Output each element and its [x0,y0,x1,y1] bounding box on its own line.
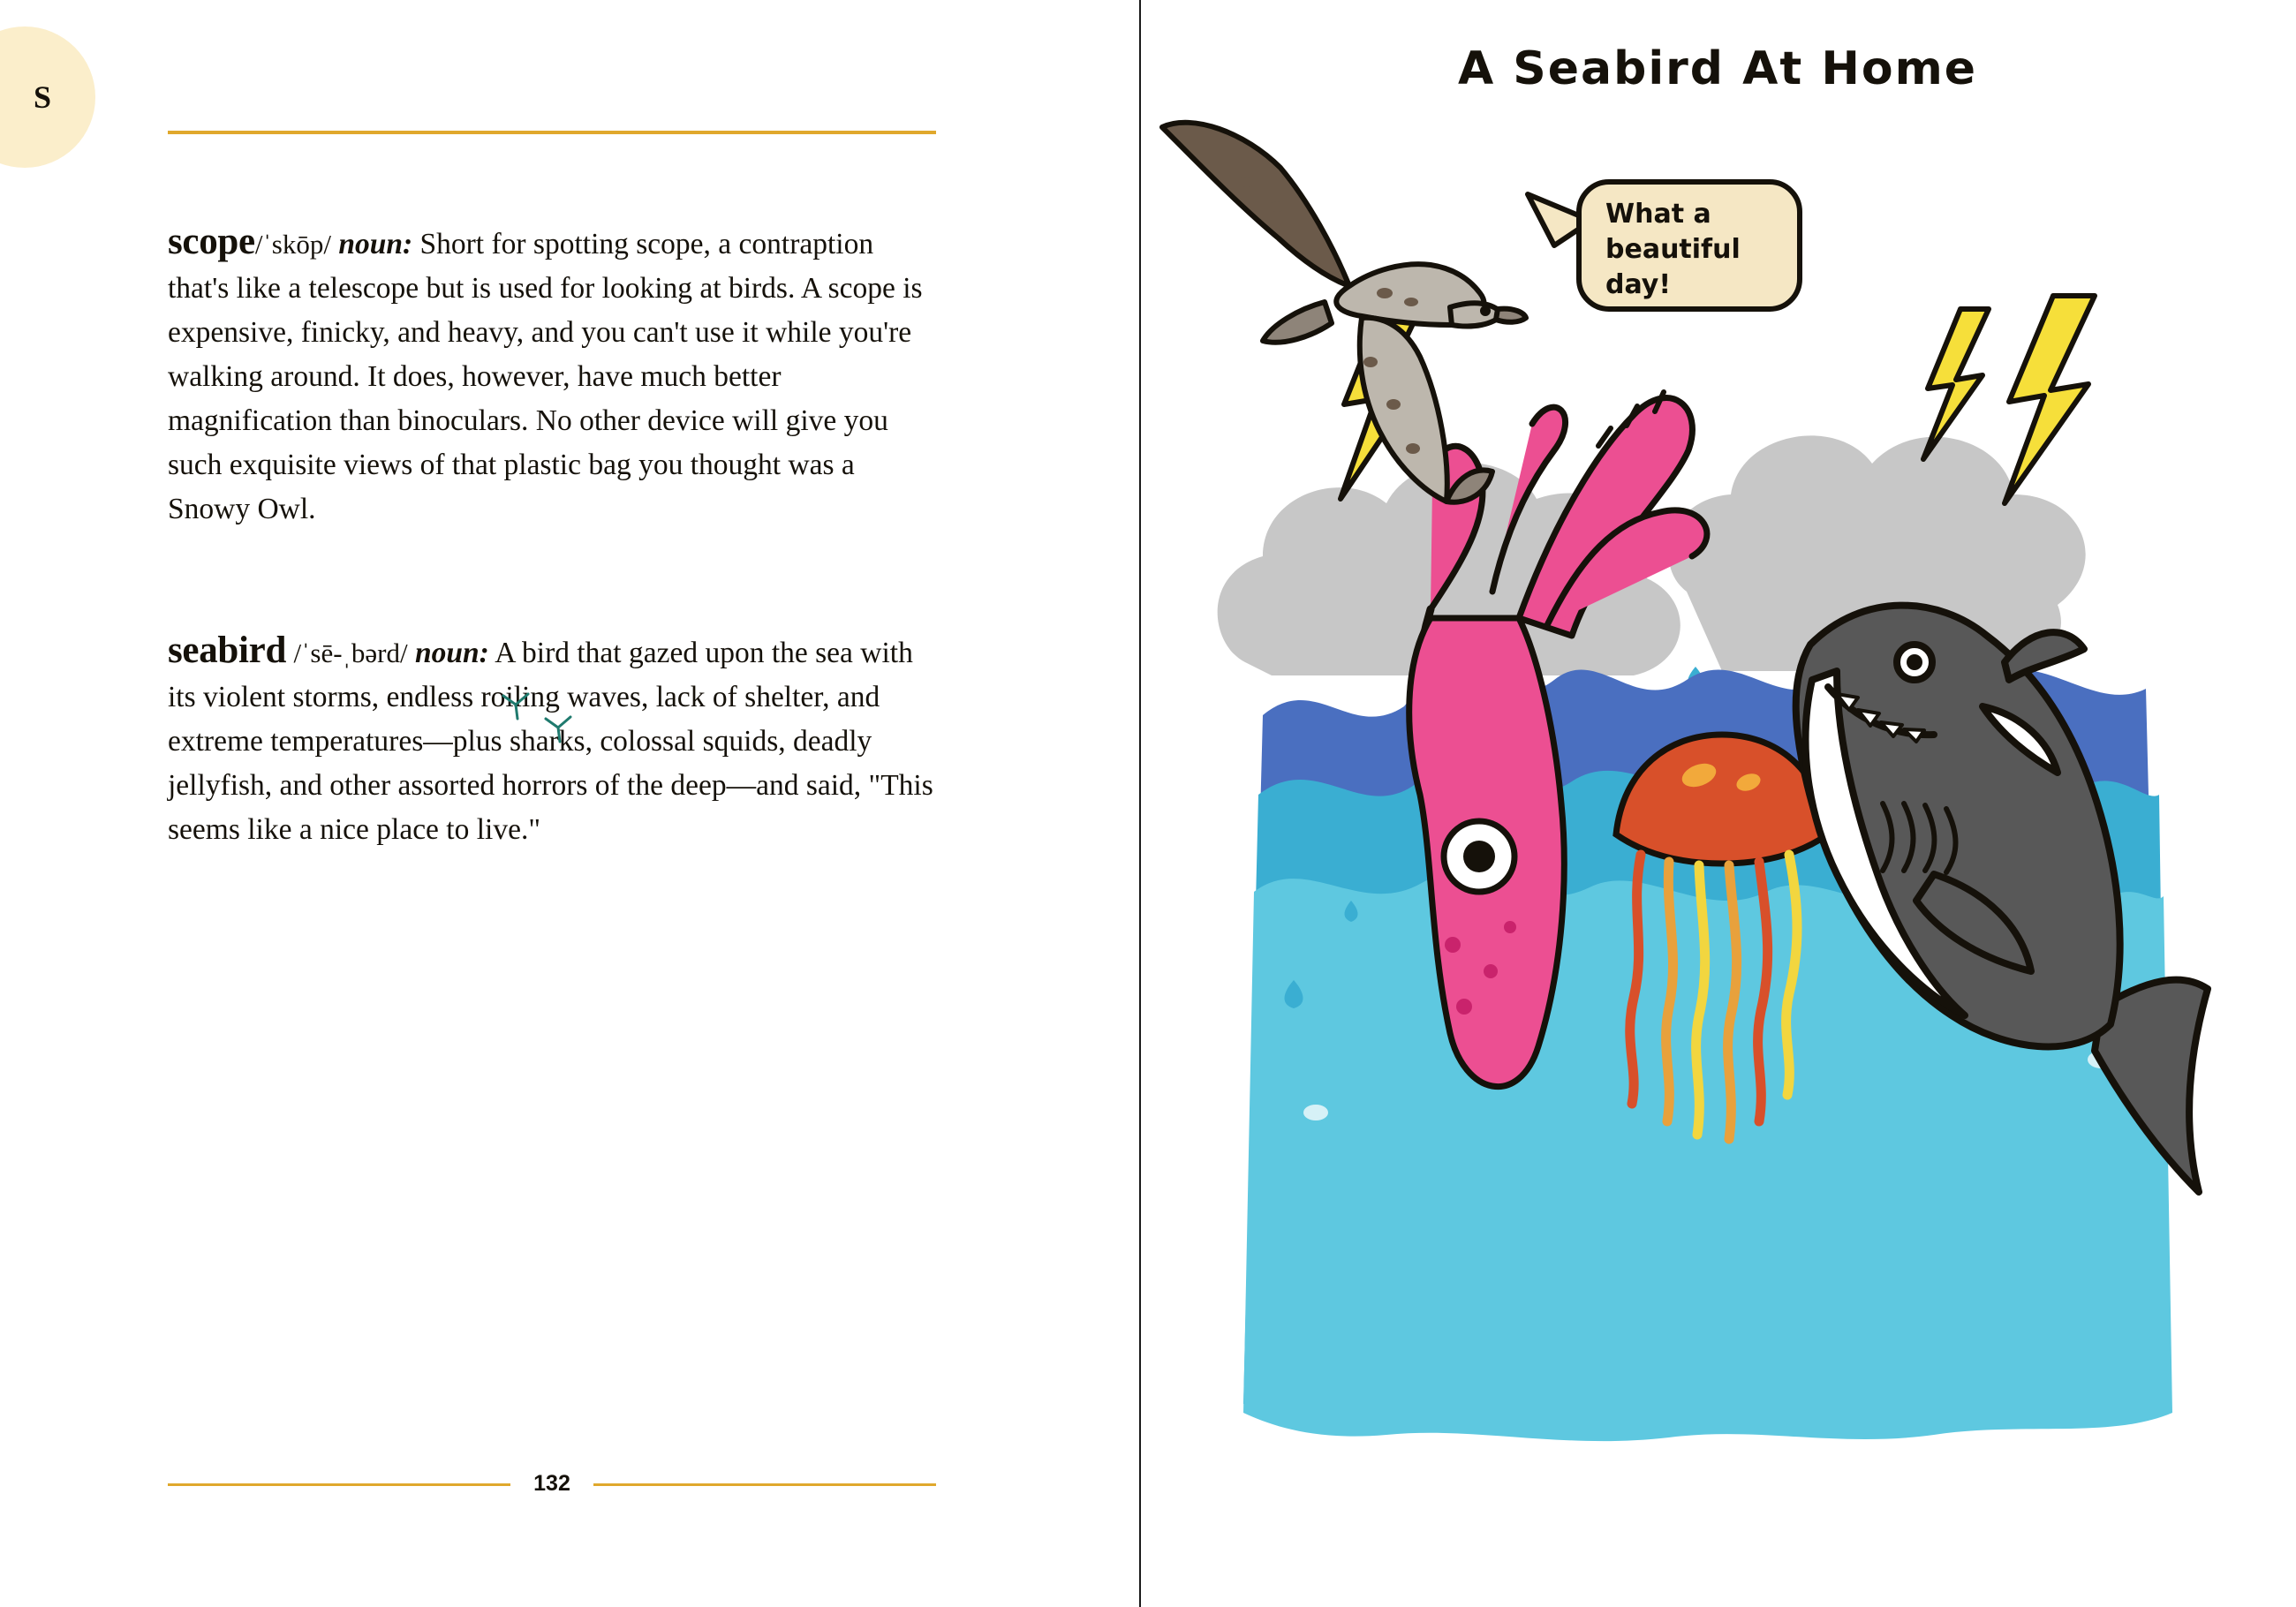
part-of-speech-scope: noun: [338,227,413,260]
page-rule-left [168,1483,510,1486]
definition-seabird: A bird that gazed upon the sea with its violent storms, endless roiling waves, lack of shelter, and extreme temperatures—plus sharks, colossal squids, deadly jellyfish, and other assorted horrors of the deep—and said, "This seems like a nice place to live." [168,636,933,846]
illustration-title: A Seabird At Home [1457,42,1978,95]
bird-footprints-icon [495,689,609,751]
top-rule [168,131,936,134]
flying-seabird-icon [1162,123,1526,502]
right-page [1139,0,2296,1607]
speech-bubble [1528,182,1800,309]
speech-line-1: What a [1605,199,1711,230]
speech-line-2: beautiful [1605,234,1741,265]
alphabet-tab-letter: S [33,79,52,115]
headword-scope: scope [168,220,255,262]
speech-line-3: day! [1605,269,1672,300]
seabird-at-home-illustration [1139,97,2296,1528]
dictionary-entries [168,190,938,881]
part-of-speech-seabird: noun: [414,636,489,669]
pronunciation-seabird: /ˈsē-ˌbərd/ [293,637,408,668]
page-number-bar [168,1469,936,1499]
page-number: 132 [533,1470,570,1496]
entry-scope [168,220,938,532]
pronunciation-scope: /ˈskōp/ [254,228,331,260]
page-rule-right [593,1483,936,1486]
definition-scope: Short for spotting scope, a contraption that's like a telescope but is used for looking at birds. A scope is expensive, finicky, and heavy, and you can't use it while you're walking around. It does, however, have much better magnification than binoculars. No other device will give you such exquisite views of that plastic bag you thought was a Snowy Owl. [168,227,923,525]
alphabet-tab [0,26,95,168]
headword-seabird: seabird [168,629,287,671]
left-page [0,0,1139,1607]
